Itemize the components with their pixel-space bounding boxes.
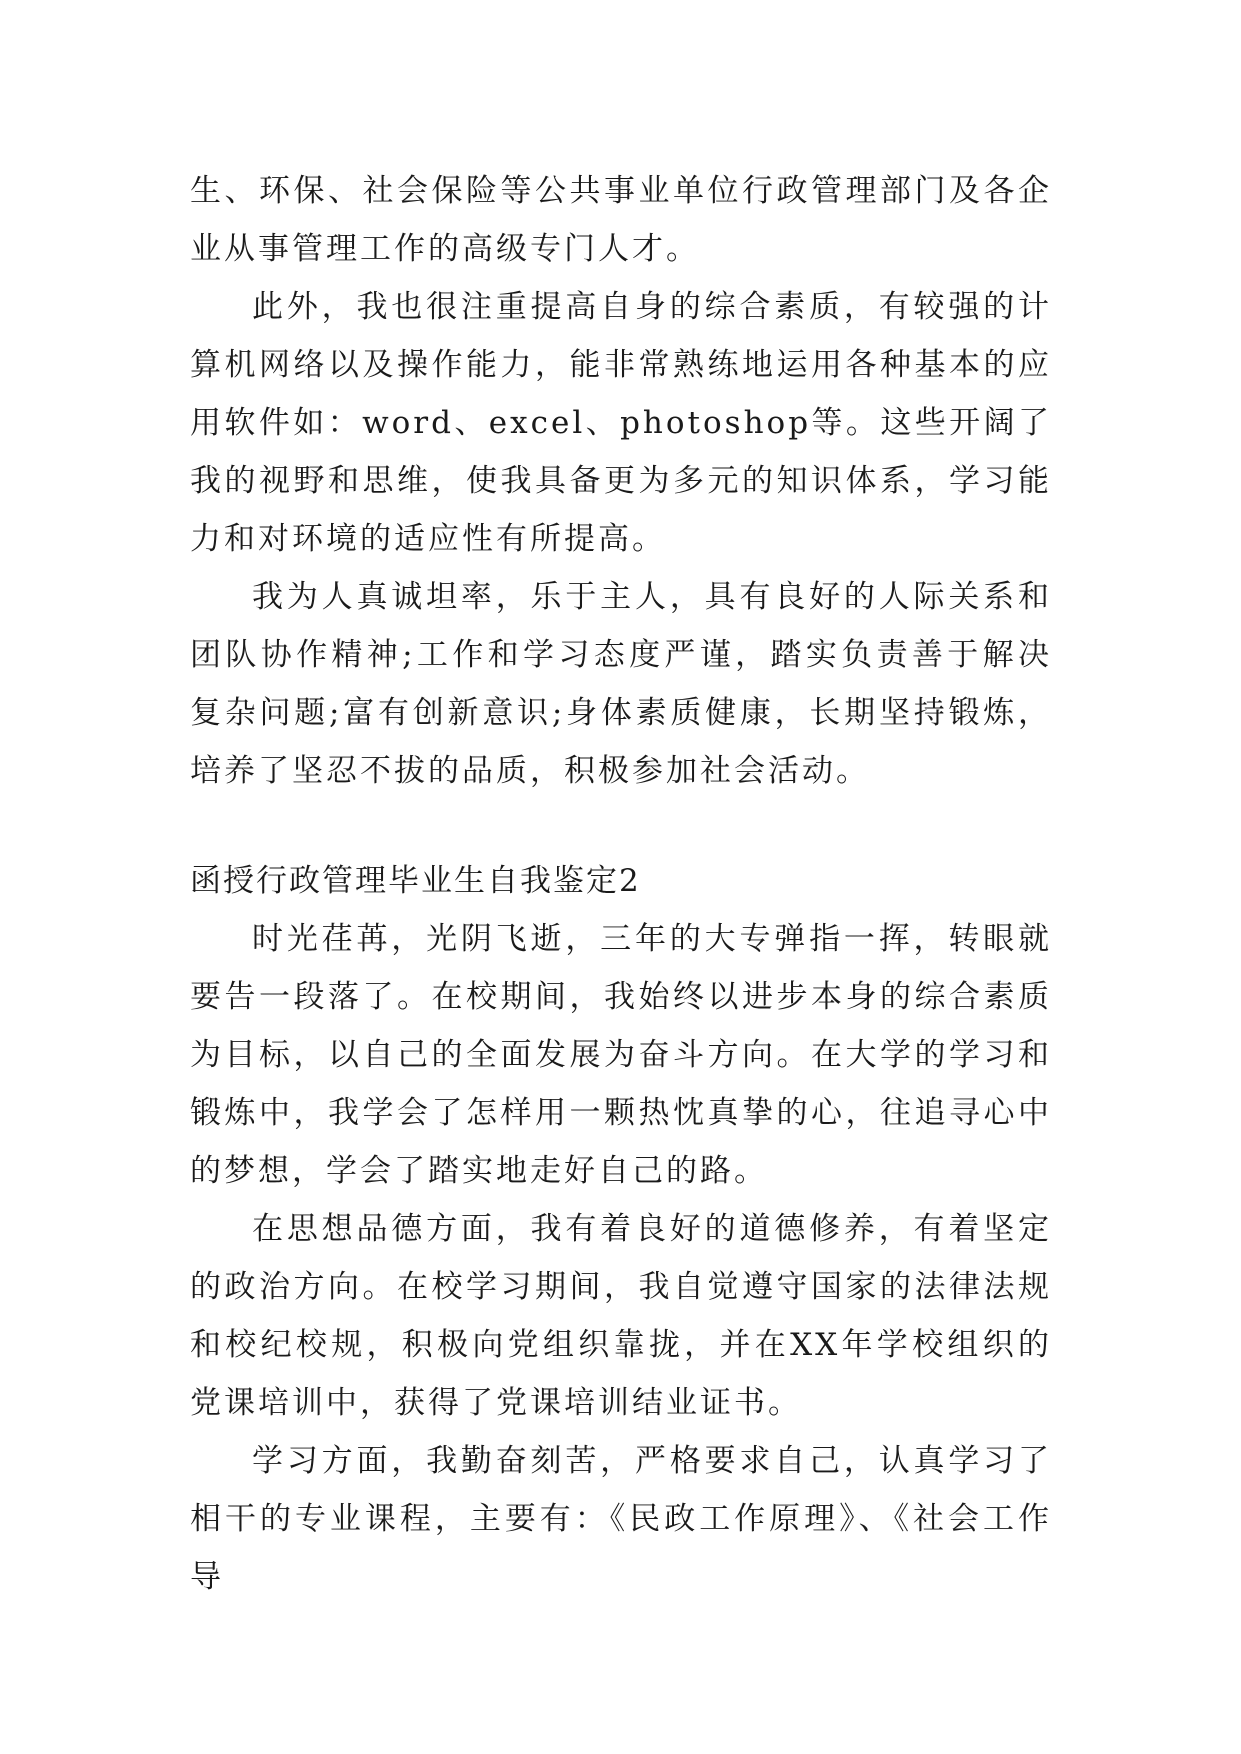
paragraph-skills: 此外，我也很注重提高自身的综合素质，有较强的计算机网络以及操作能力，能非常熟练地运用各种基本的应用软件如：word、excel、photoshop等。这些开阔了我的视野和思维，使我具备更为多元的知识体系，学习能力和对环境的适应性有所提高。 (190, 289, 1052, 557)
document-body (190, 162, 1052, 1606)
paragraph-continuation: 生、环保、社会保险等公共事业单位行政管理部门及各企业从事管理工作的高级专门人才。 (190, 173, 1052, 267)
section-title: 函授行政管理毕业生自我鉴定2 (190, 863, 641, 899)
paragraph-study: 学习方面，我勤奋刻苦，严格要求自己，认真学习了相干的专业课程，主要有：《民政工作原理》、《社会工作导 (190, 1443, 1052, 1595)
paragraph-personality: 我为人真诚坦率，乐于主人，具有良好的人际关系和团队协作精神;工作和学习态度严谨，踏实负责善于解决复杂问题;富有创新意识;身体素质健康，长期坚持锻炼，培养了坚忍不拔的品质，积极参加社会活动。 (190, 579, 1052, 789)
paragraph-intro: 时光荏苒，光阴飞逝，三年的大专弹指一挥，转眼就要告一段落了。在校期间，我始终以进步本身的综合素质为目标，以自己的全面发展为奋斗方向。在大学的学习和锻炼中，我学会了怎样用一颗热忱真挚的心，往追寻心中的梦想，学会了踏实地走好自己的路。 (190, 921, 1052, 1189)
paragraph-ideology: 在思想品德方面，我有着良好的道德修养，有着坚定的政治方向。在校学习期间，我自觉遵守国家的法律法规和校纪校规，积极向党组织靠拢，并在XX年学校组织的党课培训中，获得了党课培训结业证书。 (190, 1211, 1052, 1421)
